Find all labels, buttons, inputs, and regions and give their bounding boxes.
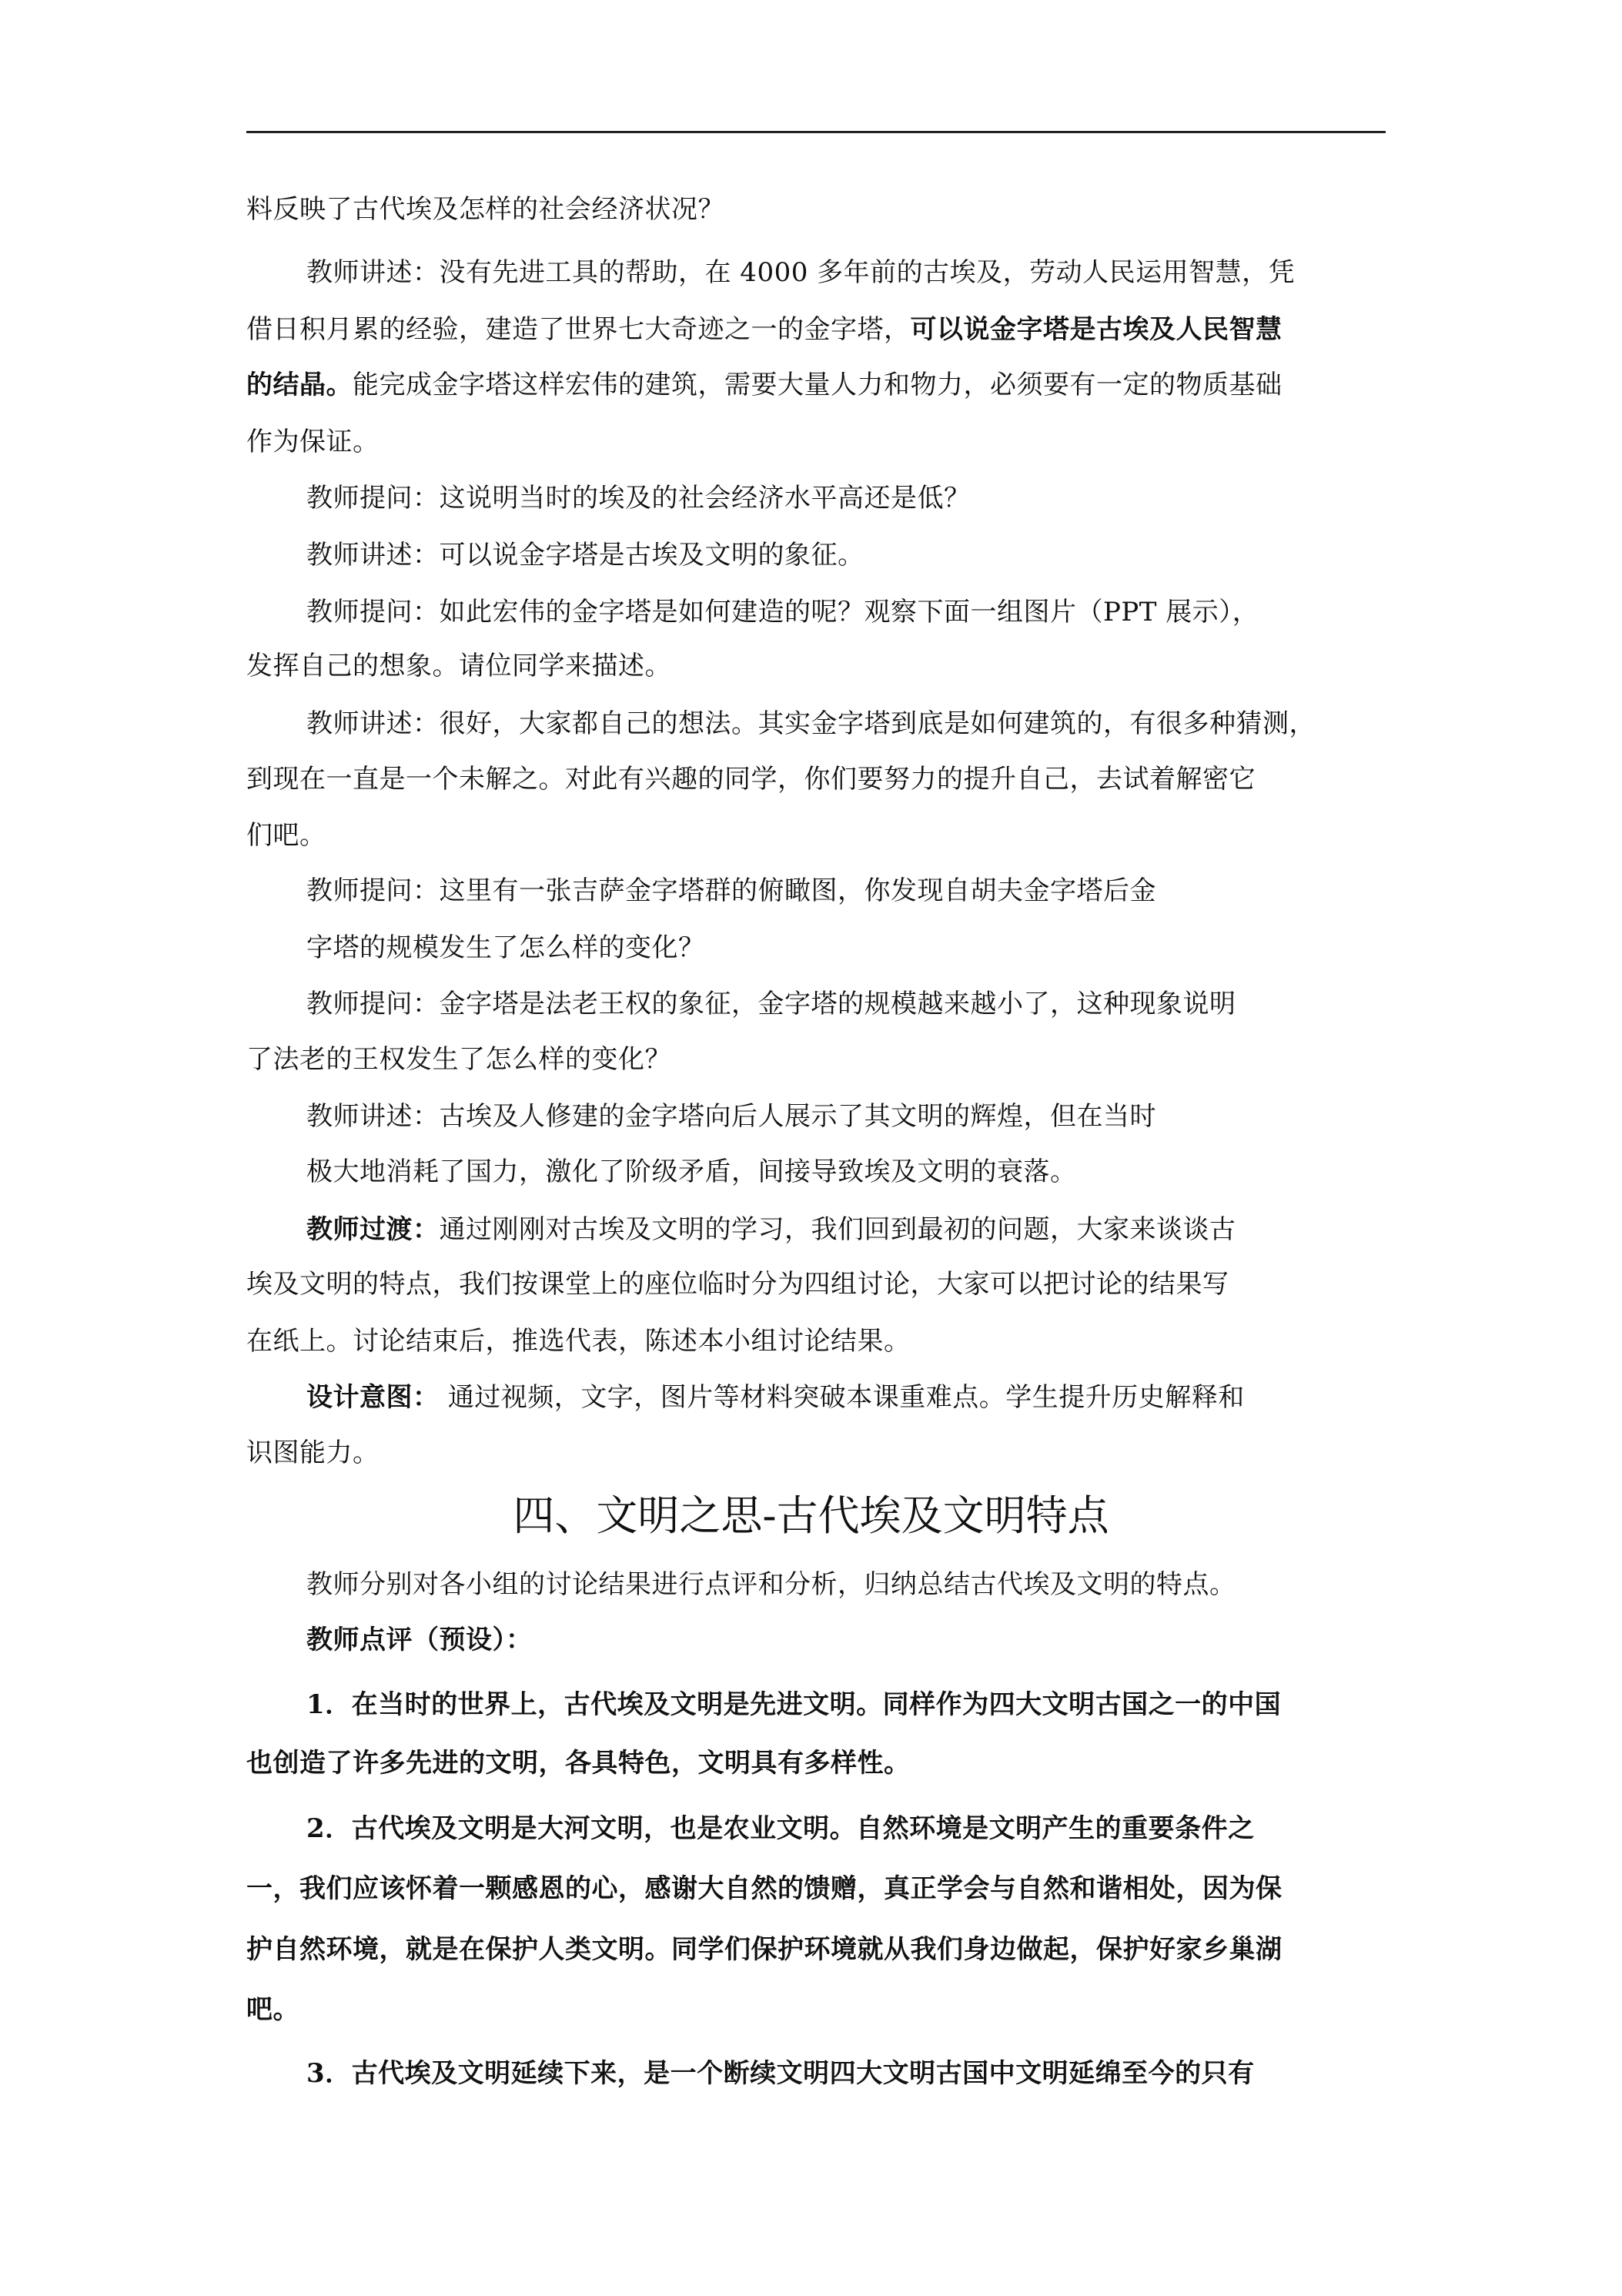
text-line: 2．古代埃及文明是大河文明，也是农业文明。自然环境是文明产生的重要条件之: [306, 1813, 1255, 1844]
text-line: [246, 314, 1283, 345]
text-line: 3．古代埃及文明延续下来，是一个断续文明四大文明古国中文明延绵至今的只有: [306, 2058, 1255, 2089]
text-line: 了法老的王权发生了怎么样的变化？: [246, 1044, 671, 1075]
text-segment: 能完成金字塔这样宏伟的建筑，需要大量人力和物力，必须要有一定的物质基础: [353, 370, 1283, 400]
text-segment: 通过刚刚对古埃及文明的学习，我们回到最初的问题，大家来谈谈古: [439, 1214, 1236, 1245]
text-line: 极大地消耗了国力，激化了阶级矛盾，间接导致埃及文明的衰落。: [306, 1156, 1077, 1187]
bold-text-segment: 的结晶。: [246, 370, 353, 400]
text-segment: 借日积月累的经验，建造了世界七大奇迹之一的金字塔，: [246, 314, 911, 345]
text-line: 教师提问：这里有一张吉萨金字塔群的俯瞰图，你发现自胡夫金字塔后金: [306, 875, 1156, 906]
text-segment: 通过视频，文字，图片等材料突破本课重难点。学生提升历史解释和: [447, 1382, 1245, 1413]
text-line: 教师提问：如此宏伟的金字塔是如何建造的呢？观察下面一组图片（PPT 展示），: [306, 597, 1259, 628]
text-line: 教师点评（预设）：: [306, 1625, 533, 1655]
text-line: 作为保证。: [246, 427, 380, 457]
text-line: [246, 370, 1283, 400]
text-line: 吧。: [246, 1994, 299, 2025]
section-heading: 四、文明之思-古代埃及文明特点: [513, 1491, 1109, 1540]
text-line: 护自然环境，就是在保护人类文明。同学们保护环境就从我们身边做起，保护好家乡巢湖: [246, 1934, 1283, 1965]
text-line: 字塔的规模发生了怎么样的变化？: [306, 932, 705, 963]
text-line: 们吧。: [246, 820, 326, 851]
text-line: 埃及文明的特点，我们按课堂上的座位临时分为四组讨论，大家可以把讨论的结果写: [246, 1269, 1229, 1300]
header-rule: [246, 131, 1386, 133]
text-line: 教师讲述：很好，大家都自己的想法。其实金字塔到底是如何建筑的，有很多种猜测，: [306, 708, 1316, 739]
text-line: 教师讲述：没有先进工具的帮助，在 4000 多年前的古埃及，劳动人民运用智慧，凭: [306, 257, 1296, 288]
text-line: 教师分别对各小组的讨论结果进行点评和分析，归纳总结古代埃及文明的特点。: [306, 1569, 1236, 1600]
text-line: 在纸上。讨论结束后，推选代表，陈述本小组讨论结果。: [246, 1326, 911, 1357]
text-line: [306, 1382, 1245, 1413]
text-line: 到现在一直是一个未解之。对此有兴趣的同学，你们要努力的提升自己，去试着解密它: [246, 764, 1256, 795]
text-line: 也创造了许多先进的文明，各具特色，文明具有多样性。: [246, 1748, 911, 1779]
text-line: 教师讲述：可以说金字塔是古埃及文明的象征。: [306, 540, 865, 571]
text-line: 1．在当时的世界上，古代埃及文明是先进文明。同样作为四大文明古国之一的中国: [306, 1689, 1282, 1720]
bold-text-segment: 设计意图：: [306, 1382, 440, 1413]
bold-text-segment: 可以说金字塔是古埃及人民智慧: [910, 314, 1283, 345]
text-line: 料反映了古代埃及怎样的社会经济状况？: [246, 194, 724, 225]
text-line: 教师讲述：古埃及人修建的金字塔向后人展示了其文明的辉煌，但在当时: [306, 1101, 1156, 1132]
text-line: 识图能力。: [246, 1438, 380, 1468]
text-line: 发挥自己的想象。请位同学来描述。: [246, 651, 671, 681]
bold-text-segment: 教师过渡：: [306, 1214, 440, 1245]
text-line: 一，我们应该怀着一颗感恩的心，感谢大自然的馈赠，真正学会与自然和谐相处，因为保: [246, 1873, 1283, 1904]
text-line: 教师提问：金字塔是法老王权的象征，金字塔的规模越来越小了，这种现象说明: [306, 989, 1236, 1019]
text-line: 教师提问：这说明当时的埃及的社会经济水平高还是低？: [306, 483, 971, 514]
text-line: [306, 1214, 1236, 1245]
